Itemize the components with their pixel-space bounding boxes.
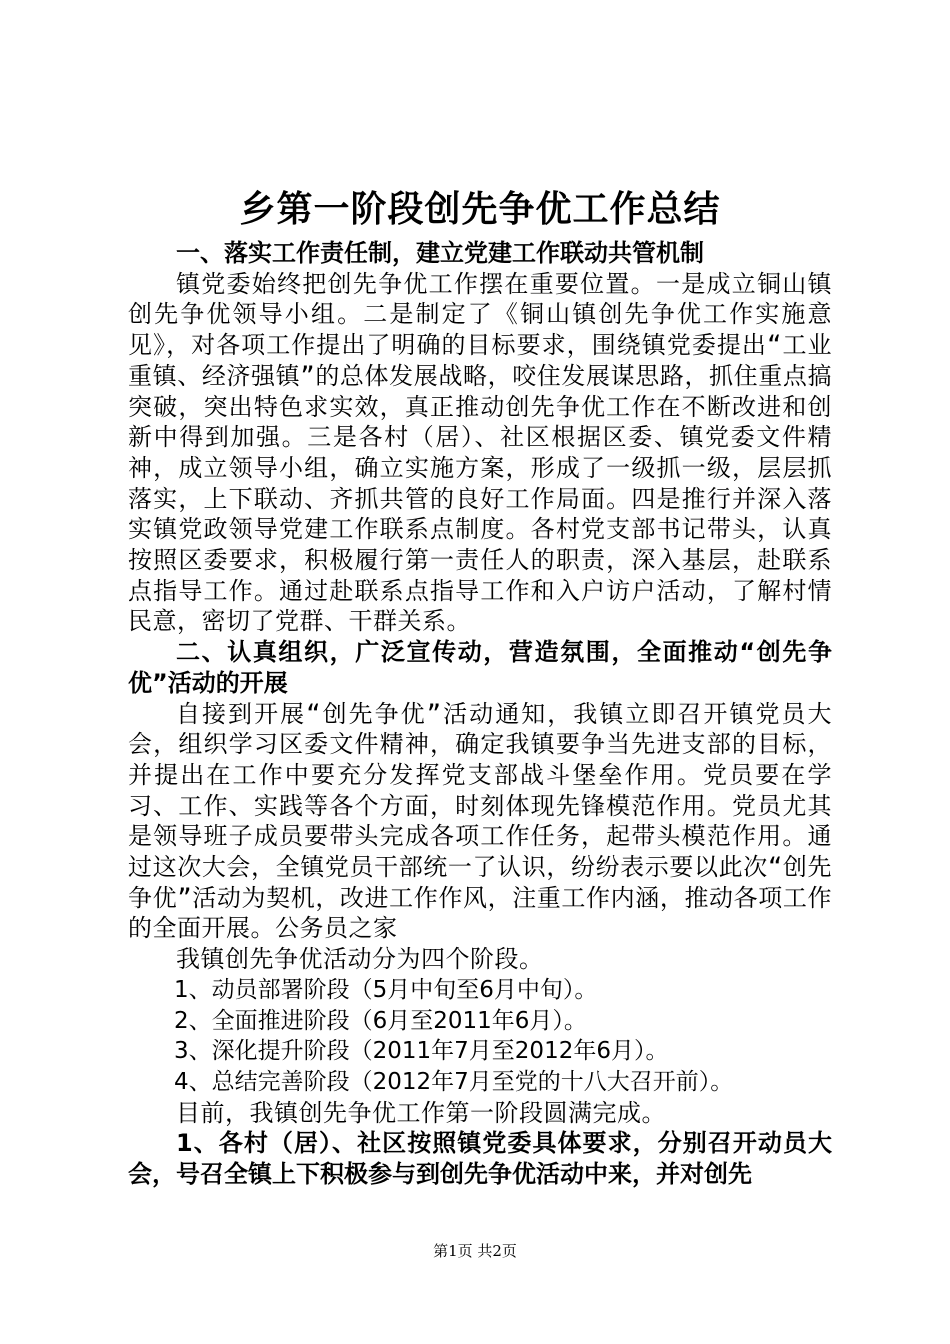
document-body xyxy=(128,182,832,1190)
paragraph-1: 镇党委始终把创先争优工作摆在重要位置。一是成立铜山镇创先争优领导小组。二是制定了《铜山镇创先争优工作实施意见》，对各项工作提出了明确的目标要求，围绕镇党委提出“工业重镇、经济强镇”的总体发展战略，咬住发展谋思路，抓住重点搞突破，突出特色求实效，真正推动创先争优工作在不断改进和创新中得到加强。三是各村（居）、社区根据区委、镇党委文件精神，成立领导小组，确立实施方案，形成了一级抓一级，层层抓落实，上下联动、齐抓共管的良好工作局面。四是推行并深入落实镇党政领导党建工作联系点制度。各村党支部书记带头，认真按照区委要求，积极履行第一责任人的职责，深入基层，赴联系点指导工作。通过赴联系点指导工作和入户访户活动，了解村情民意，密切了党群、干群关系。 xyxy=(128,269,832,636)
stage-item-4: 4、总结完善阶段（2012年7月至党的十八大召开前）。 xyxy=(174,1068,734,1095)
section-heading-3: 1、各村（居）、社区按照镇党委具体要求，分别召开动员大会，号召全镇上下积极参与到创先争优活动中来，并对创先 xyxy=(128,1129,832,1189)
paragraph-2: 自接到开展“创先争优”活动通知，我镇立即召开镇党员大会，组织学习区委文件精神，确定我镇要争当先进支部的目标，并提出在工作中要充分发挥党支部战斗堡垒作用。党员要在学习、工作、实践等各个方面，时刻体现先锋模范作用。党员尤其是领导班子成员要带头完成各项工作任务，起带头模范作用。通过这次大会，全镇党员干部统一了认识，纷纷表示要以此次“创先争优”活动为契机，改进工作作风，注重工作内涵，推动各项工作的全面开展。公务员之家 xyxy=(128,699,832,943)
section-heading-1: 一、落实工作责任制，建立党建工作联动共管机制 xyxy=(176,239,704,267)
section-heading-2: 二、认真组织，广泛宣传动，营造氛围，全面推动“创先争优”活动的开展 xyxy=(128,638,832,697)
paragraph-4: 目前，我镇创先争优工作第一阶段圆满完成。 xyxy=(176,1098,666,1127)
paragraph-3: 我镇创先争优活动分为四个阶段。 xyxy=(176,945,544,974)
stage-item-1: 1、动员部署阶段（5月中旬至6月中旬）。 xyxy=(174,976,598,1003)
stage-item-3: 3、深化提升阶段（2011年7月至2012年6月）。 xyxy=(174,1038,669,1065)
page-number-footer: 第1页 共2页 xyxy=(433,1242,517,1260)
stage-item-2: 2、全面推进阶段（6月至2011年6月）。 xyxy=(174,1007,587,1034)
document-title: 乡第一阶段创先争优工作总结 xyxy=(239,189,721,230)
